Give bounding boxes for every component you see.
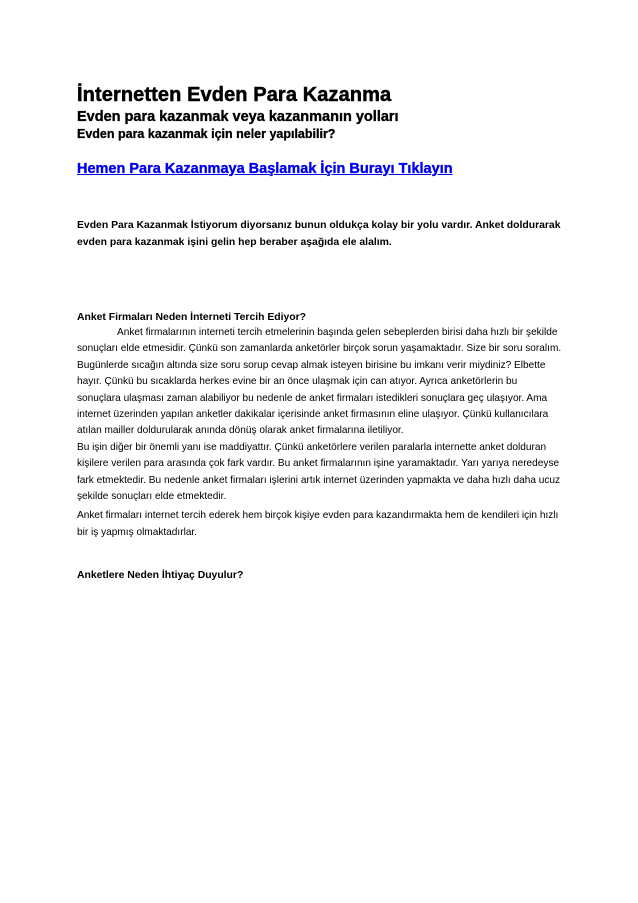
section-heading: Anketlere Neden İhtiyaç Duyulur? bbox=[77, 570, 244, 582]
start-earning-link[interactable]: Hemen Para Kazanmaya Başlamak İçin Burayı Tıklayın bbox=[77, 161, 453, 177]
page-title: İnternetten Evden Para Kazanma bbox=[77, 84, 392, 106]
page-subtitle: Evden para kazanmak veya kazanmanın yolları bbox=[77, 109, 399, 125]
document-page bbox=[77, 82, 563, 583]
body-paragraph: Anket firmalarının interneti tercih etmelerinin başında gelen sebeplerden birisi daha hızlı bir şekilde sonuçları elde etmesidir. Çünkü son zamanlarda anketörler birçok sorun yaşamaktadır. Size bir soru soralım. Bugünlerde sıcağın altında size soru sorup cevap almak isteyen birisine bu imkanı verir miydiniz? Elbette hayır. Çünkü bu sıcaklarda herkes evine bir an önce ulaşmak için can atıyor. Ayrıca anketörlerin bu sonuçlara ulaşması zaman alabiliyor bu nedenle de anket firmaları istedikleri sonuçlara geç ulaşıyor. Ama internet üzerinden yapılan anketler dakikalar içerisinde anket firmasının eline ulaşıyor. Çünkü kullanıcılara atılan mailler doldurularak anında dönüş olarak anket firmalarına iletiliyor. bbox=[77, 327, 562, 437]
body-paragraph: Anket firmaları internet tercih ederek hem birçok kişiye evden para kazandırmakta hem de kendileri için hızlı bir iş yapmış olmaktadırlar. bbox=[77, 510, 559, 538]
section-heading: Anket Firmaları Neden İnterneti Tercih Ediyor? bbox=[77, 312, 307, 323]
page-subtitle-secondary: Evden para kazanmak için neler yapılabilir? bbox=[77, 127, 336, 141]
section-why-surveys bbox=[77, 569, 563, 583]
section-survey-firms bbox=[77, 311, 563, 541]
body-paragraph: Bu işin diğer bir önemli yanı ise maddiyattır. Çünkü anketörlere verilen paralarla internette anket dolduran kişilere verilen para arasında çok fark vardır. Bu anket firmalarının işine yaramaktadır. Yarı yarıya neredeyse fark etmektedir. Bu nedenle anket firmaları işlerini artık internet üzerinden yapmakta ve daha hızlı daha ucuz şekilde sonuçları elde etmektedir. bbox=[77, 441, 561, 503]
intro-paragraph: Evden Para Kazanmak İstiyorum diyorsanız bunun oldukça kolay bir yolu vardır. Anket doldurarak evden para kazanmak işini gelin hep beraber aşağıda ele alalım. bbox=[77, 220, 561, 248]
